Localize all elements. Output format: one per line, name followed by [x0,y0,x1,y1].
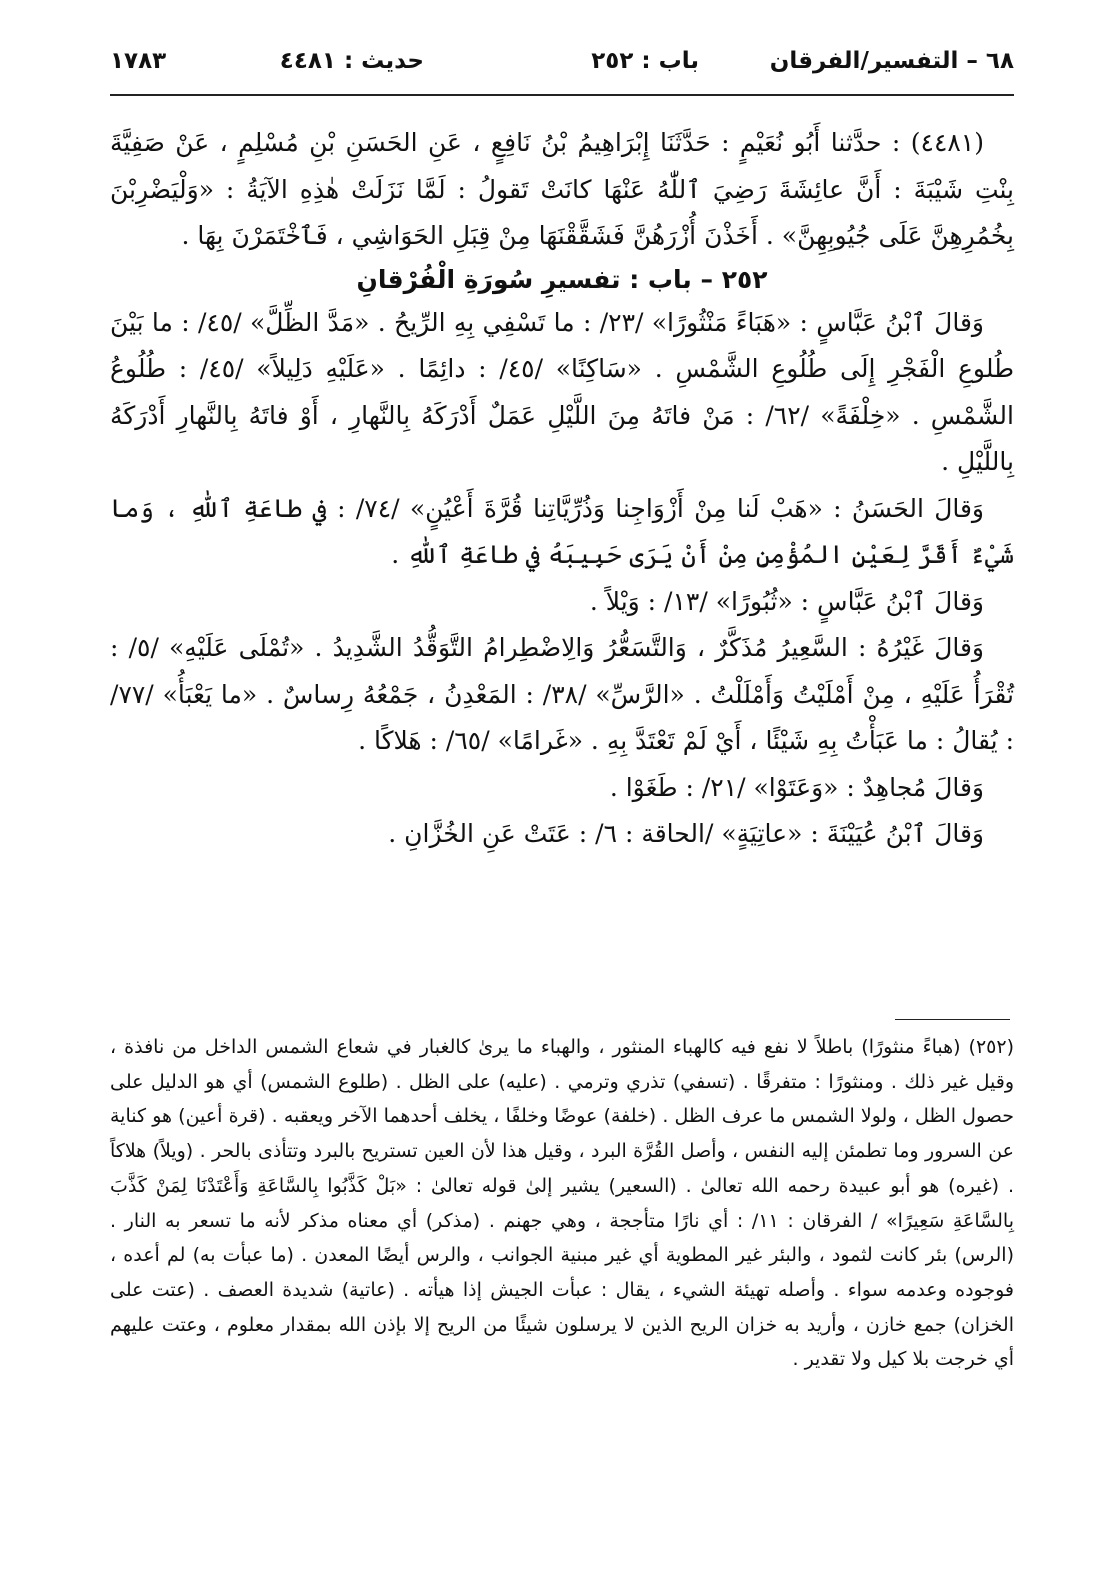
paragraph: وَقالَ غَيْرُهُ : السَّعِيرُ مُذَكَّرٌ ، وَالتَّسَعُّرُ وَالِاضْطِرامُ التَّوَقُّدُ الشَّدِيدُ . «تُمْلَى عَلَيْهِ» /٥/ : تُقْرَأُ عَلَيْهِ ، مِنْ أَمْلَيْتُ وَأَمْلَلْتُ . «الرَّسِّ» /٣٨/ : المَعْدِنُ ، جَمْعُهُ رِساسٌ . «ما يَعْبَأُ» /٧٧/ : يُقالُ : ما عَبَأْتُ بِهِ شَيْئًا ، أَيْ لَمْ تَعْتَدَّ بِهِ . «غَرامًا» /٦٥/ : هَلاكًا . [110,633,1015,755]
header-divider [110,94,1014,96]
footnote-divider [895,1019,1010,1020]
paragraph: وَقالَ ٱبْنُ عُيَيْنَةَ : «عاتِيَةٍ» /الحاقة : ٦/ : عَتَتْ عَنِ الخُزَّانِ . [388,819,984,848]
paragraph: وَقالَ ٱبْنُ عَبَّاسٍ : «ثُبُورًا» /١٣/ : وَيْلاً . [589,586,984,616]
header-hadith-number: حديث : ٤٤٨١ [279,48,424,74]
paragraph: وَقالَ ٱبْنُ عَبَّاسٍ : «هَبَاءً مَنْثُورًا» /٢٣/ : ما تَسْفِي بِهِ الرِّيحُ . «مَدَّ الظِّلَّ» /٤٥/ : ما بَيْنَ طُلوعِ الْفَجْرِ إِلَى طُلُوعِ الشَّمْسِ . «سَاكِنًا» /٤٥/ : دائِمًا . «عَلَيْهِ دَلِيلاً» /٤٥/ : طُلُوعُ الشَّمْسِ . «خِلْفَةً» /٦٢/ : مَنْ فاتَهُ مِنَ اللَّيْلِ عَمَلٌ أَدْرَكَهُ بِالنَّهارِ ، أَوْ فاتَهُ بِالنَّهارِ أَدْرَكَهُ بِاللَّيْلِ . [110,307,1014,476]
paragraph: وَقالَ مُجاهِدٌ : «وَعَتَوْا» /٢١/ : طَغَوْا . [609,772,984,802]
footnote-text: (٢٥٢) (هباءً منثورًا) باطلاً لا نفع فيه كالهباء المنثور ، والهباء ما يرىٰ كالغبار في شعاع الشمس الداخل من نافذة ، وقيل غير ذلك . ومنثورًا : متفرقًا . (تسفي) تذري وترمي . (عليه) على الظل . (طلوع الشمس) أي هو الدليل على حصول الظل ، ولولا الشمس ما عرف الظل . (خلفة) عوضًا وخلفًا ، يخلف أحدهما الآخر ويعقبه . (قرة أعين) هو كناية عن السرور وما تطمئن إليه النفس ، وأصل القُرَّة البرد ، وقيل هذا لأن العين تستريح بالبرد وتتأذى بالحر . (ويلاً) هلاكاً . (غيره) هو أبو عبيدة رحمه الله تعالىٰ . (السعير) يشير إلىٰ قوله تعالىٰ : «بَلْ كَذَّبُوا بِالسَّاعَةِ وَأَعْتَدْنَا لِمَنْ كَذَّبَ بِالسَّاعَةِ سَعِيرًا» / الفرقان : ١١/ : أي نارًا متأججة ، وهي جهنم . (مذكر) أي معناه مذكر لأنه ما تسعر به النار . (الرس) بئر كانت لثمود ، والبئر غير المطوية أي غير مبنية الجوانب ، والرس أيضًا المعدن . (ما عبأت به) لم أعده ، فوجوده وعدمه سواء . وأصله تهيئة الشيء ، يقال : عبأت الجيش إذا هيأته . (عاتية) شديدة العصف . (عتت على الخزان) جمع خازن ، وأريد به خزان الريح الذين لا يرسلون شيئًا من الريح إلا بإذن الله بمقدار معلوم ، وعتت عليهم أي خرجت بلا كيل ولا تقدير . [110,1036,1015,1371]
chapter-heading: ٢٥٢ – باب : تفسيرِ سُورَةِ الْفُرْقانِ [356,264,768,294]
page-number: ١٧٨٣ [110,48,167,74]
running-header [110,38,1014,88]
hadith-text: (٤٤٨١) : حدَّثنا أَبُو نُعَيْمٍ : حَدَّثَنَا إِبْرَاهِيمُ بْنُ نَافِعٍ ، عَنِ الحَسَنِ بْنِ مُسْلِمٍ ، عَنْ صَفِيَّةَ بِنْتِ شَيْبَةَ : أَنَّ عائِشَةَ رَضِيَ ٱللّٰهُ عَنْهَا كانَتْ تَقولُ : لَمَّا نَزَلَتْ هٰذِهِ الآيَةُ : «وَلْيَضْرِبْنَ بِخُمُرِهِنَّ عَلَى جُيُوبِهِنَّ» . أَخَذْنَ أُزْرَهُنَّ فَشَقَّقْنَهَا مِنْ قِبَلِ الحَوَاشِي ، فَٱخْتَمَرْنَ بِهَا . [110,128,1014,250]
main-text [110,120,1014,858]
footnotes [110,1030,1014,1377]
header-chapter-number: باب : ٢٥٢ [591,48,699,74]
paragraph: وَقالَ الحَسَنُ : «هَبْ لَنا مِنْ أَزْوَاجِنا وَذُرِّيَّاتِنا قُرَّةَ أَعْيُنٍ» /٧٤/ : في طاعَةِ ٱللّٰهِ ، وَما شَيْءٌ أَقَرَّ لِعَيْنِ المُؤْمِنِ مِنْ أَنْ يَرَى حَبِيبَهُ في طاعَةِ ٱللّٰهِ . [110,493,1014,569]
header-section-title: ٦٨ – التفسير/الفرقان [769,48,1014,74]
